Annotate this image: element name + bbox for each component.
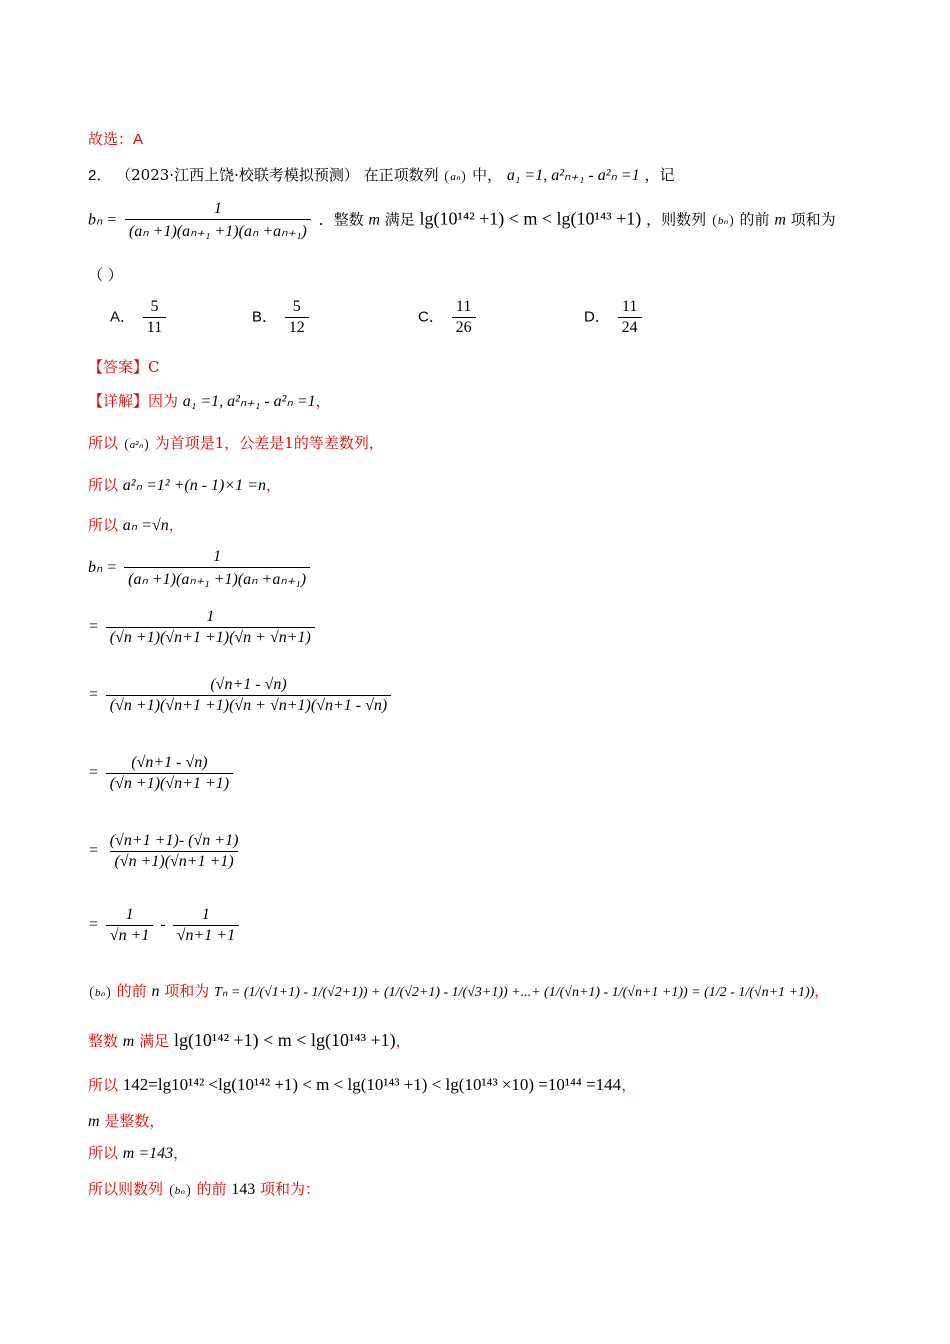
step8-prefix: 所以则数列 <box>88 1180 164 1198</box>
step3-line <box>88 514 184 535</box>
option-b-fraction <box>285 298 309 337</box>
detail-line <box>88 390 331 411</box>
previous-answer: 故选：A <box>88 131 144 148</box>
eq1-num: 1 <box>213 548 222 565</box>
partial-sum-text-b: 项和为 <box>164 982 210 1000</box>
equation-1 <box>88 548 313 589</box>
sequence-an-brace: aₙ <box>445 170 465 184</box>
option-d-num: 11 <box>621 298 638 315</box>
bn-fraction <box>125 200 311 241</box>
step4-math: lg(10¹⁴² +1) < m < lg(10¹⁴³ +1) <box>173 1030 396 1050</box>
stem-text: 在正项数列 <box>363 166 439 184</box>
stem-text-mid: 中， <box>472 166 503 184</box>
equation-6: = $\frac{1}{√n +1}$ - $\frac{1}{√n+1 +1}$ <box>88 906 242 945</box>
option-a-num: 5 <box>150 298 159 315</box>
stem2-text-d: 的前 <box>739 210 770 229</box>
option-a-den: 11 <box>143 317 166 337</box>
option-c-label: C． <box>418 308 444 326</box>
question-source: （2023·江西上饶·校联考模拟预测） <box>116 166 359 184</box>
step6-line <box>88 1110 164 1131</box>
bn-numerator: 1 <box>213 200 222 217</box>
stem2-m2: m <box>774 211 786 229</box>
step2-math: a²ₙ =1² +(n - 1)×1 =n <box>122 477 266 494</box>
eq1-den: (aₙ +1)(aₙ₊₁ +1)(aₙ +aₙ₊₁) <box>124 567 310 589</box>
equation-4: = $\frac{(√n+1 - √n)}{(√n +1)(√n+1 +1)}$ <box>88 754 236 793</box>
step7-math: m =143 <box>122 1145 174 1162</box>
step3-prefix: 所以 <box>88 516 119 534</box>
option-d-fraction <box>618 298 642 337</box>
step6-m: m <box>88 1113 100 1130</box>
partial-sum-n: n <box>151 983 160 1000</box>
stem2-m: m <box>368 211 380 229</box>
step8-number: 143 <box>231 1181 256 1198</box>
detail-math: a₁ =1, a²ₙ₊₁ - a²ₙ =1 <box>182 393 316 410</box>
option-a-fraction <box>143 298 166 337</box>
step1-prefix: 所以 <box>88 434 119 452</box>
answer-parentheses: （ ） <box>88 266 123 284</box>
eq1-lhs: bₙ = <box>88 559 118 577</box>
comma: ， <box>265 476 281 494</box>
eq3-den: (√n +1)(√n+1 +1)(√n + √n+1)(√n+1 - √n) <box>106 695 391 715</box>
bn-lhs: bₙ = <box>88 211 118 229</box>
stem-text-end: ，记 <box>644 166 675 184</box>
step5-line <box>88 1074 636 1095</box>
step8-text-c: 项和为： <box>260 1180 321 1198</box>
stem2-text-c: ，则数列 <box>646 210 707 229</box>
eq5-den: (√n +1)(√n+1 +1) <box>110 851 237 871</box>
stem2-text-e: 项和为 <box>790 210 836 229</box>
comma: ， <box>621 1076 637 1094</box>
sequence-bn-brace-2: bₙ <box>90 986 110 1000</box>
option-b-num: 5 <box>292 298 301 315</box>
sequence-bn-brace-3: bₙ <box>170 1184 190 1198</box>
stem2-text-b: 满足 <box>384 210 415 229</box>
comma: ， <box>395 1032 411 1050</box>
step6-text: 是整数， <box>104 1112 165 1130</box>
question-number: 2． <box>88 167 112 184</box>
comma: ， <box>173 1144 189 1162</box>
option-a-label: A． <box>110 308 136 326</box>
eq2-num: 1 <box>206 608 215 625</box>
option-c-fraction <box>452 298 476 337</box>
sequence-an-squared-brace: a²ₙ <box>125 438 148 452</box>
option-c <box>418 298 479 337</box>
option-d-label: D． <box>584 308 610 326</box>
step1-text: 为首项是1，公差是1的等差数列， <box>154 434 384 452</box>
step7-line <box>88 1142 188 1163</box>
question-stem-line2 <box>88 200 836 241</box>
eq2-fraction <box>106 608 315 647</box>
eq6b-den: √n+1 +1 <box>173 925 239 945</box>
step2-prefix: 所以 <box>88 476 119 494</box>
answer-line: 【答案】C <box>88 358 160 376</box>
step2-line <box>88 474 281 495</box>
step7-prefix: 所以 <box>88 1144 119 1162</box>
option-b-label: B． <box>252 308 278 326</box>
detail-label: 【详解】因为 <box>88 392 179 410</box>
eq4-num: (√n+1 - √n) <box>131 754 208 771</box>
eq4-den: (√n +1)(√n+1 +1) <box>106 773 233 793</box>
option-c-num: 11 <box>455 298 472 315</box>
option-d <box>584 298 645 337</box>
equation-3: = $\frac{(√n+1 - √n)}{(√n +1)(√n+1 +1)(√n + √n+1)(√n+1 - √n)}$ <box>88 676 394 715</box>
option-a <box>110 298 169 337</box>
step5-math: 142=lg10¹⁴² <lg(10¹⁴² +1) < m < lg(10¹⁴³ +1) < lg(10¹⁴³ ×10) =10¹⁴⁴ =144 <box>122 1075 622 1094</box>
option-c-den: 26 <box>452 317 476 337</box>
step1-line <box>88 432 384 453</box>
step8-line <box>88 1178 320 1199</box>
eq6a-num: 1 <box>125 906 134 923</box>
eq4-fraction <box>106 754 233 793</box>
stem2-text-a: ．整数 <box>318 210 364 229</box>
step8-text-b: 的前 <box>196 1180 227 1198</box>
eq2-den: (√n +1)(√n+1 +1)(√n + √n+1) <box>106 627 315 647</box>
sequence-bn-brace: bₙ <box>713 214 733 228</box>
eq5-num: (√n+1 +1)- (√n +1) <box>109 832 239 849</box>
step4-text: 满足 <box>139 1032 170 1050</box>
option-b-den: 12 <box>285 317 309 337</box>
step4-m: m <box>122 1033 135 1050</box>
step5-prefix: 所以 <box>88 1076 119 1094</box>
partial-sum-line <box>88 980 829 1001</box>
partial-sum-text-a: 的前 <box>116 982 147 1000</box>
eq6a-den: √n +1 <box>106 925 154 945</box>
comma: ， <box>168 516 184 534</box>
eq6b-num: 1 <box>201 906 210 923</box>
eq6-fraction-b <box>173 906 239 945</box>
eq5-fraction <box>106 832 243 871</box>
eq3-num: (√n+1 - √n) <box>210 676 287 693</box>
step4-prefix: 整数 <box>88 1032 119 1050</box>
comma: ， <box>814 982 830 1000</box>
step4-line <box>88 1030 411 1051</box>
step3-math: aₙ =√n <box>122 517 169 534</box>
stem2-inequality: lg(10¹⁴² +1) < m < lg(10¹⁴³ +1) <box>419 208 642 229</box>
equation-2: = $\frac{1}{(√n +1)(√n+1 +1)(√n + √n+1)}$ <box>88 608 318 647</box>
equation-5: = $\frac{(√n+1 +1)- (√n +1)}{(√n +1)(√n+1 +1)}$ <box>88 832 245 871</box>
option-d-den: 24 <box>618 317 642 337</box>
comma: ， <box>315 392 331 410</box>
partial-sum-math: Tₙ = (1/(√1+1) - 1/(√2+1)) + (1/(√2+1) - 1/(√3+1)) +...+ (1/(√n+1) - 1/(√n+1 +1)) = (1/2 - 1/(√n+1 +1)) <box>214 985 815 1000</box>
option-b <box>252 298 312 337</box>
eq1-fraction <box>124 548 310 589</box>
eq6-fraction-a <box>106 906 154 945</box>
eq3-fraction <box>106 676 391 715</box>
stem-condition-math: a₁ =1, a²ₙ₊₁ - a²ₙ =1 <box>506 167 640 184</box>
bn-denominator: (aₙ +1)(aₙ₊₁ +1)(aₙ +aₙ₊₁) <box>125 219 311 241</box>
question-stem-line1 <box>88 164 675 185</box>
